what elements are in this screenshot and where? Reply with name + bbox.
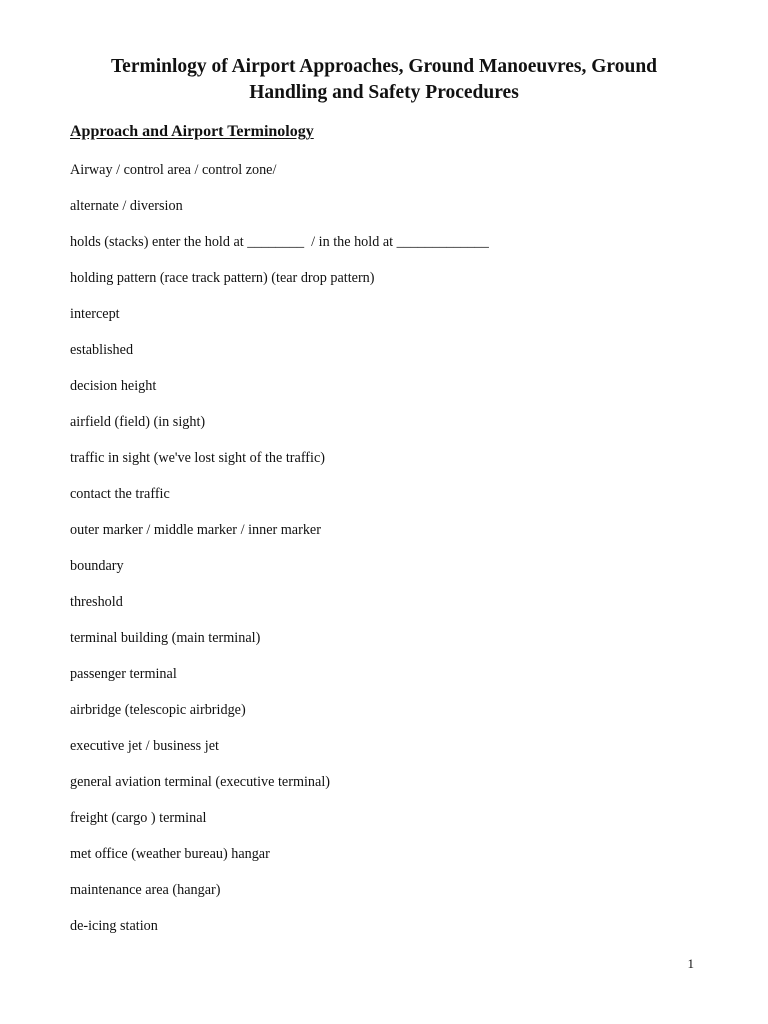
document-title — [60, 54, 708, 106]
term-item: alternate / diversion — [70, 198, 183, 214]
term-list — [70, 160, 489, 952]
term-item: terminal building (main terminal) — [70, 630, 261, 646]
term-item: outer marker / middle marker / inner marker — [70, 522, 321, 538]
term-item: holding pattern (race track pattern) (tear drop pattern) — [70, 270, 375, 286]
term-item: holds (stacks) enter the hold at ________ / in the hold at _____________ — [70, 234, 489, 250]
term-item: contact the traffic — [70, 486, 170, 502]
term-item: Airway / control area / control zone/ — [70, 162, 277, 178]
term-item: boundary — [70, 558, 124, 574]
term-item: established — [70, 342, 134, 358]
term-item: traffic in sight (we've lost sight of the traffic) — [70, 450, 325, 466]
title-line-2: Handling and Safety Procedures — [249, 82, 519, 103]
term-item: met office (weather bureau) hangar — [70, 846, 270, 862]
term-item: passenger terminal — [70, 666, 177, 682]
term-item: general aviation terminal (executive terminal) — [70, 774, 330, 790]
term-item: threshold — [70, 594, 123, 610]
term-item: intercept — [70, 306, 120, 322]
section-heading: Approach and Airport Terminology — [70, 123, 314, 140]
term-item: freight (cargo ) terminal — [70, 810, 207, 826]
term-item: decision height — [70, 378, 157, 394]
term-item: airbridge (telescopic airbridge) — [70, 702, 246, 718]
term-item: maintenance area (hangar) — [70, 882, 221, 898]
term-item: airfield (field) (in sight) — [70, 414, 206, 430]
term-item: executive jet / business jet — [70, 738, 219, 754]
page-number: 1 — [687, 956, 694, 971]
title-line-1: Terminlogy of Airport Approaches, Ground Manoeuvres, Ground — [110, 56, 658, 77]
term-item: de-icing station — [70, 918, 158, 934]
